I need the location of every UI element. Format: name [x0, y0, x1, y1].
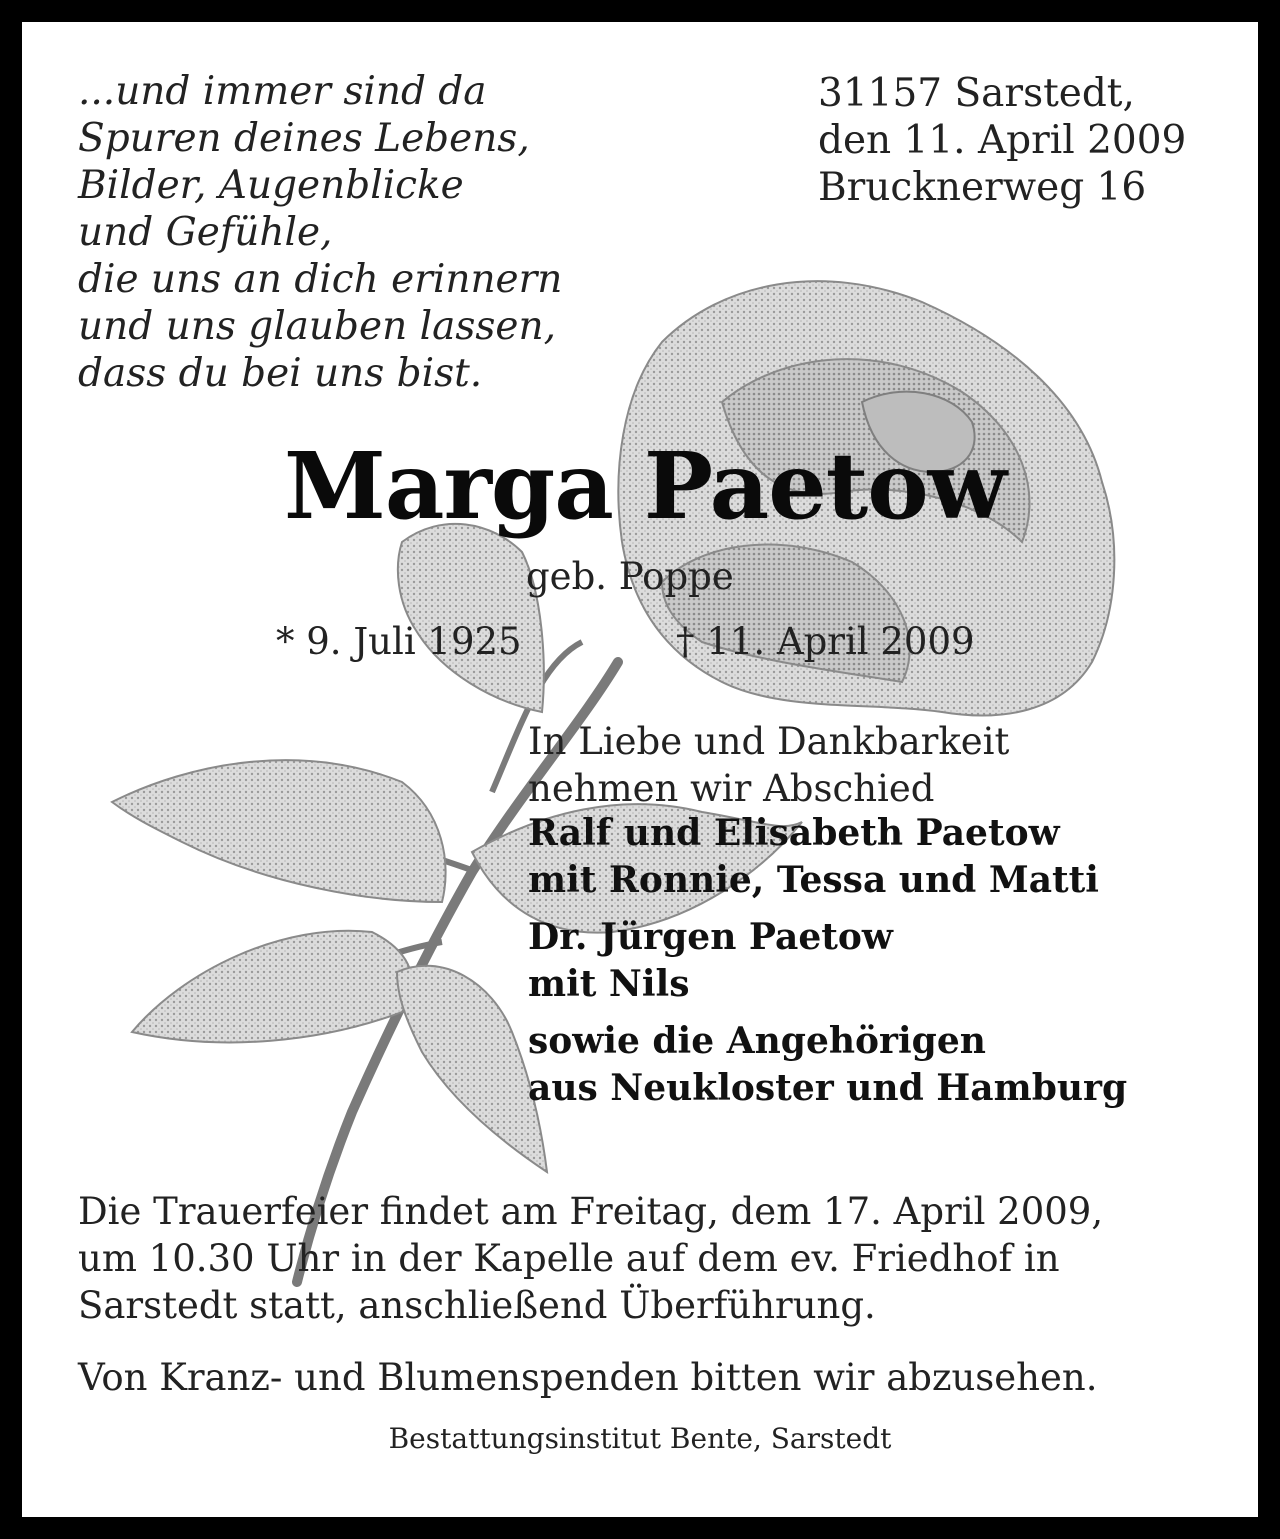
- funeral-service-info: [78, 1188, 1208, 1329]
- poem: [78, 68, 562, 397]
- poem-line: ...und immer sind da: [78, 69, 487, 114]
- poem-line: die uns an dich erinnern: [78, 257, 563, 302]
- mourner-line: mit Nils: [528, 963, 690, 1005]
- poem-line: dass du bei uns bist.: [78, 351, 483, 396]
- poem-line: und uns glauben lassen,: [78, 304, 556, 349]
- service-line: Die Trauerfeier findet am Freitag, dem 17. April 2009,: [78, 1190, 1104, 1233]
- rose-leaf: [132, 931, 412, 1043]
- death-date: † 11. April 2009: [676, 620, 975, 663]
- mourner-group: [528, 810, 1127, 904]
- farewell-line: nehmen wir Abschied: [528, 767, 935, 810]
- address-city: 31157 Sarstedt,: [818, 71, 1135, 116]
- donations-note: Von Kranz- und Blumenspenden bitten wir abzusehen.: [78, 1356, 1098, 1399]
- farewell-line: In Liebe und Dankbarkeit: [528, 720, 1010, 763]
- mourner-group: [528, 1018, 1127, 1112]
- mourner-line: Ralf und Elisabeth Paetow: [528, 812, 1060, 854]
- service-line: um 10.30 Uhr in der Kapelle auf dem ev. Friedhof in: [78, 1237, 1060, 1280]
- rose-leaf: [397, 966, 547, 1172]
- undertaker-credit: Bestattungsinstitut Bente, Sarstedt: [388, 1422, 892, 1455]
- poem-line: Spuren deines Lebens,: [78, 116, 530, 161]
- mourner-line: Dr. Jürgen Paetow: [528, 916, 893, 958]
- poem-line: Bilder, Augenblicke: [78, 163, 464, 208]
- mourner-line: aus Neukloster und Hamburg: [528, 1067, 1128, 1109]
- rose-leaf: [398, 524, 544, 712]
- mourners-list: [528, 810, 1127, 1122]
- mourner-line: mit Ronnie, Tessa und Matti: [528, 859, 1099, 901]
- address-block: [818, 70, 1186, 211]
- farewell-text: [528, 718, 1009, 812]
- poem-line: und Gefühle,: [78, 210, 333, 255]
- address-street: Brucknerweg 16: [818, 165, 1147, 210]
- address-date: den 11. April 2009: [818, 118, 1187, 163]
- mourner-group: [528, 914, 1127, 1008]
- birth-date: * 9. Juli 1925: [276, 620, 522, 663]
- rose-leaf: [112, 760, 446, 902]
- service-line: Sarstedt statt, anschließend Überführung.: [78, 1284, 876, 1327]
- deceased-name: Marga Paetow: [284, 432, 1006, 540]
- maiden-name: geb. Poppe: [526, 555, 734, 598]
- mourner-line: sowie die Angehörigen: [528, 1020, 986, 1062]
